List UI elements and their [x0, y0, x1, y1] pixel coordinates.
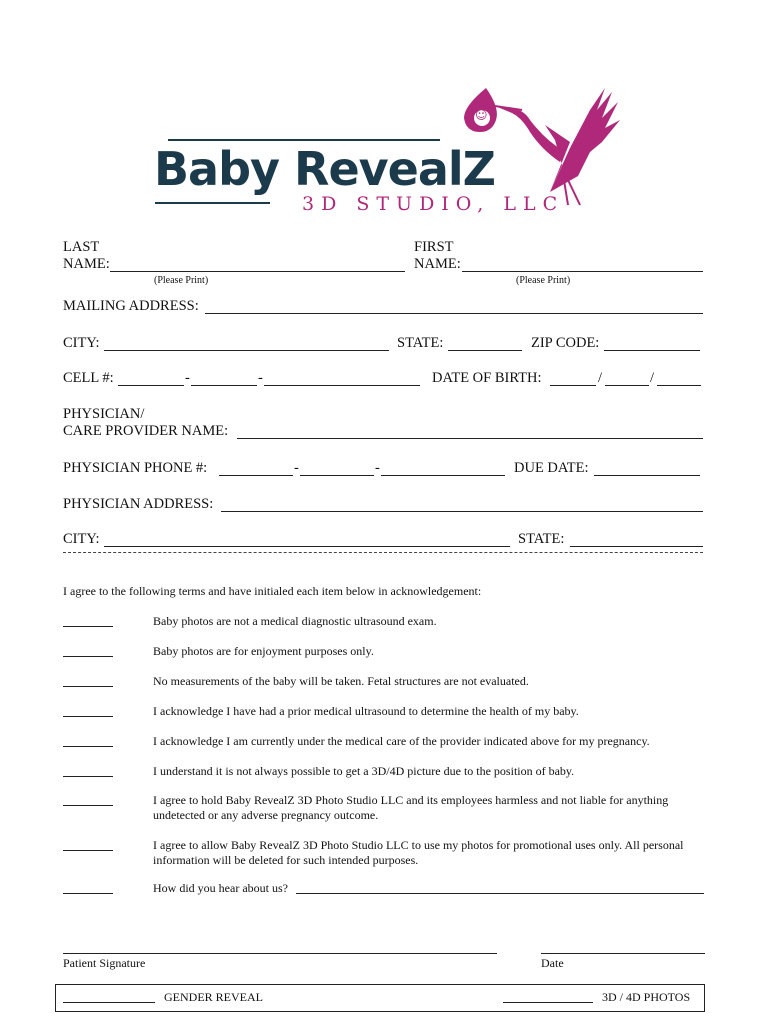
dob-slash-2: /: [650, 370, 655, 386]
initial-field-5[interactable]: [63, 746, 113, 747]
gender-reveal-checkbox-field[interactable]: [63, 1002, 155, 1003]
cell-area-field[interactable]: [118, 385, 184, 386]
first-name-print-note: (Please Print): [516, 275, 571, 286]
cell-dash-1: -: [185, 370, 190, 386]
physician-name-label: PHYSICIAN/ CARE PROVIDER NAME:: [63, 406, 229, 439]
initial-field-7[interactable]: [63, 805, 113, 806]
physician-state-label: STATE:: [518, 531, 565, 547]
term-item: I agree to hold Baby RevealZ 3D Photo Studio LLC and its employees harmless and not liable for anything undetected or any adverse pregnancy outcome.: [153, 793, 669, 822]
service-selection-box: [55, 984, 705, 1012]
cell-dash-2: -: [258, 370, 263, 386]
mailing-address-label: MAILING ADDRESS:: [63, 298, 199, 314]
term-item: Baby photos are not a medical diagnostic ultrasound exam.: [153, 614, 437, 628]
section-divider: [63, 552, 703, 553]
signature-date-field[interactable]: [541, 953, 705, 954]
photos-label: 3D / 4D PHOTOS: [602, 990, 691, 1004]
last-name-label: LAST NAME:: [63, 239, 110, 272]
term-item: I acknowledge I have had a prior medical ultrasound to determine the health of my baby.: [153, 704, 579, 718]
physician-phone-line-field[interactable]: [381, 475, 505, 476]
cell-prefix-field[interactable]: [191, 385, 257, 386]
initial-field-8[interactable]: [63, 850, 113, 851]
dob-day-field[interactable]: [605, 385, 649, 386]
mascot-face: ☺: [475, 108, 488, 122]
zip-code-field[interactable]: [604, 350, 700, 351]
signature-date-label: Date: [541, 956, 564, 970]
state-field[interactable]: [448, 350, 522, 351]
physician-city-field[interactable]: [104, 546, 510, 547]
last-name-print-note: (Please Print): [154, 275, 209, 286]
physician-city-label: CITY:: [63, 531, 100, 547]
physician-state-field[interactable]: [570, 546, 703, 547]
first-name-field[interactable]: [462, 271, 703, 272]
brand-name: Baby RevealZ: [154, 142, 495, 196]
initial-field-2[interactable]: [63, 656, 113, 657]
referral-source-field[interactable]: [296, 893, 704, 894]
city-label: CITY:: [63, 335, 100, 351]
term-item: How did you hear about us?: [153, 881, 288, 895]
term-item: I acknowledge I am currently under the medical care of the provider indicated above for my pregnancy.: [153, 734, 650, 748]
due-date-label: DUE DATE:: [514, 460, 589, 476]
brand-tagline: 3D STUDIO, LLC: [302, 193, 565, 215]
term-item: I agree to allow Baby RevealZ 3D Photo Studio LLC to use my photos for promotional uses only. All personal information will be deleted for such intended purposes.: [153, 838, 684, 867]
physician-phone-area-field[interactable]: [219, 475, 293, 476]
cell-line-field[interactable]: [264, 385, 420, 386]
photos-checkbox-field[interactable]: [503, 1002, 593, 1003]
physician-address-field[interactable]: [221, 511, 703, 512]
city-field[interactable]: [104, 350, 389, 351]
initial-field-9[interactable]: [63, 893, 113, 894]
physician-phone-prefix-field[interactable]: [300, 475, 374, 476]
dob-slash-1: /: [598, 370, 603, 386]
dob-year-field[interactable]: [657, 385, 701, 386]
first-name-label: FIRST NAME:: [414, 239, 461, 272]
physician-phone-dash-2: -: [375, 460, 380, 476]
patient-signature-label: Patient Signature: [63, 956, 146, 970]
physician-address-label: PHYSICIAN ADDRESS:: [63, 496, 214, 512]
gender-reveal-label: GENDER REVEAL: [164, 990, 263, 1004]
initial-field-3[interactable]: [63, 686, 113, 687]
initial-field-6[interactable]: [63, 776, 113, 777]
due-date-field[interactable]: [594, 475, 700, 476]
physician-phone-dash-1: -: [294, 460, 299, 476]
term-item: Baby photos are for enjoyment purposes only.: [153, 644, 374, 658]
initial-field-4[interactable]: [63, 716, 113, 717]
zip-code-label: ZIP CODE:: [531, 335, 600, 351]
cell-label: CELL #:: [63, 370, 114, 386]
terms-intro: I agree to the following terms and have initialed each item below in acknowledgement:: [63, 584, 482, 598]
initial-field-1[interactable]: [63, 626, 113, 627]
last-name-field[interactable]: [110, 271, 405, 272]
term-item: I understand it is not always possible to get a 3D/4D picture due to the position of baby.: [153, 764, 575, 778]
patient-signature-field[interactable]: [63, 953, 497, 954]
logo: [150, 80, 630, 220]
physician-name-field[interactable]: [237, 438, 703, 439]
term-item: No measurements of the baby will be taken. Fetal structures are not evaluated.: [153, 674, 529, 688]
physician-phone-label: PHYSICIAN PHONE #:: [63, 460, 208, 476]
dob-label: DATE OF BIRTH:: [432, 370, 542, 386]
state-label: STATE:: [397, 335, 444, 351]
dob-month-field[interactable]: [550, 385, 596, 386]
mailing-address-field[interactable]: [205, 313, 703, 314]
